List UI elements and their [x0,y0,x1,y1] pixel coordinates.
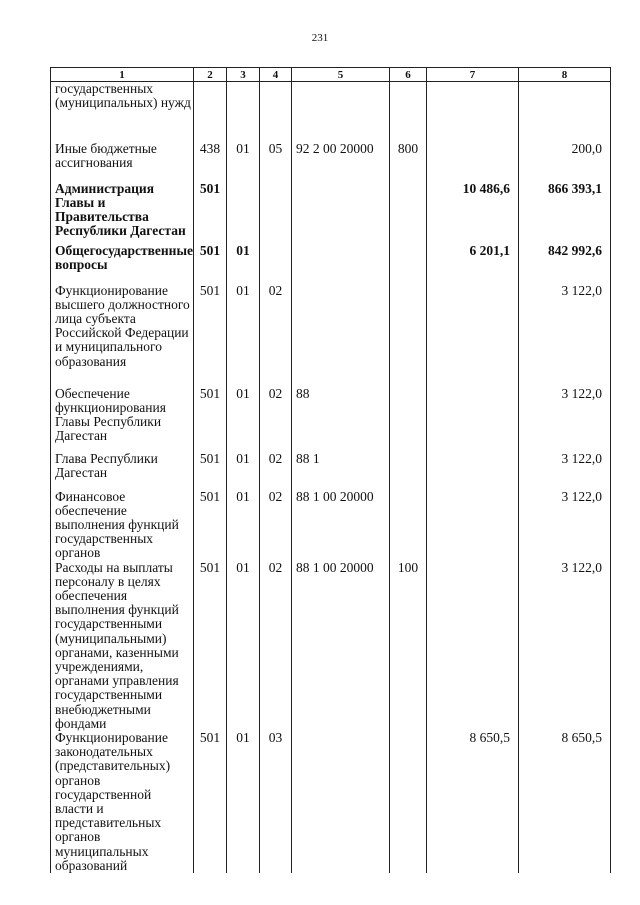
table-row [51,284,611,387]
row-c8: 3 122,0 [519,284,611,387]
table-row [51,244,611,284]
col-header-3: 3 [227,68,260,82]
row-c4: 03 [260,731,292,873]
row-c3: 01 [227,561,260,731]
row-c6 [390,82,427,142]
row-c2: 501 [194,387,227,452]
row-c6 [390,490,427,561]
row-c6 [390,284,427,387]
row-name: Финансовое обеспечение выполнения функций государственных органов [51,490,194,561]
row-name: Иные бюджетные ассигнования [51,142,194,182]
table-row [51,561,611,731]
row-c7 [427,284,519,387]
row-c8: 842 992,6 [519,244,611,284]
row-c7: 8 650,5 [427,731,519,873]
row-c2: 501 [194,284,227,387]
row-c5: 88 [292,387,390,452]
row-c6 [390,244,427,284]
table-row [51,490,611,561]
row-c3: 01 [227,284,260,387]
row-c3: 01 [227,387,260,452]
row-c2: 501 [194,731,227,873]
row-c4: 02 [260,452,292,490]
row-name: Расходы на выплаты персоналу в целях обеспечения выполнения функций государственными (муниципальными) органами, казенными учреждениями, органами управления государственными внебюджетными фондами [51,561,194,731]
row-c7 [427,387,519,452]
row-c7: 6 201,1 [427,244,519,284]
row-c4: 02 [260,490,292,561]
col-header-7: 7 [427,68,519,82]
row-c5: 92 2 00 20000 [292,142,390,182]
row-c7: 10 486,6 [427,182,519,244]
col-header-6: 6 [390,68,427,82]
row-c8: 8 650,5 [519,731,611,873]
row-name: государственных (муниципальных) нужд [51,82,194,142]
row-c2: 501 [194,182,227,244]
row-c8 [519,82,611,142]
row-name: Администрация Главы и Правительства Республики Дагестан [51,182,194,244]
row-c3: 01 [227,490,260,561]
row-c7 [427,82,519,142]
table-row [51,452,611,490]
table-row [51,182,611,244]
row-c4: 02 [260,284,292,387]
row-c6: 100 [390,561,427,731]
row-c3: 01 [227,244,260,284]
table-row [51,387,611,452]
row-c7 [427,561,519,731]
row-c8: 3 122,0 [519,452,611,490]
budget-table [50,67,611,873]
col-header-5: 5 [292,68,390,82]
page-number: 231 [311,32,329,44]
row-c7 [427,490,519,561]
col-header-2: 2 [194,68,227,82]
header-row [51,68,611,82]
row-c5: 88 1 00 20000 [292,490,390,561]
row-c5 [292,82,390,142]
row-c8: 866 393,1 [519,182,611,244]
row-c6 [390,731,427,873]
row-c2: 501 [194,244,227,284]
row-name: Глава Республики Дагестан [51,452,194,490]
row-c3: 01 [227,731,260,873]
row-c5 [292,731,390,873]
col-header-1: 1 [51,68,194,82]
row-c5 [292,182,390,244]
row-c5: 88 1 [292,452,390,490]
row-c6: 800 [390,142,427,182]
row-name: Обеспечение функционирования Главы Республики Дагестан [51,387,194,452]
row-c8: 3 122,0 [519,561,611,731]
col-header-4: 4 [260,68,292,82]
row-c8: 3 122,0 [519,387,611,452]
row-c4: 05 [260,142,292,182]
row-c4 [260,244,292,284]
row-name: Функционирование законодательных (представительных) органов государственной власти и представительных органов муниципальных образований [51,731,194,873]
table-row [51,731,611,873]
row-c5: 88 1 00 20000 [292,561,390,731]
row-c6 [390,452,427,490]
row-name: Общегосударственные вопросы [51,244,194,284]
table-row [51,82,611,142]
table-row [51,142,611,182]
row-c6 [390,182,427,244]
row-c8: 200,0 [519,142,611,182]
row-c4 [260,182,292,244]
row-name: Функционирование высшего должностного лица субъекта Российской Федерации и муниципального образования [51,284,194,387]
row-c3 [227,182,260,244]
row-c4 [260,82,292,142]
row-c7 [427,452,519,490]
row-c3 [227,82,260,142]
row-c2 [194,82,227,142]
row-c7 [427,142,519,182]
row-c5 [292,244,390,284]
row-c2: 501 [194,452,227,490]
row-c2: 501 [194,490,227,561]
row-c4: 02 [260,561,292,731]
row-c2: 501 [194,561,227,731]
row-c6 [390,387,427,452]
row-c2: 438 [194,142,227,182]
col-header-8: 8 [519,68,611,82]
row-c5 [292,284,390,387]
row-c3: 01 [227,142,260,182]
row-c4: 02 [260,387,292,452]
row-c8: 3 122,0 [519,490,611,561]
row-c3: 01 [227,452,260,490]
